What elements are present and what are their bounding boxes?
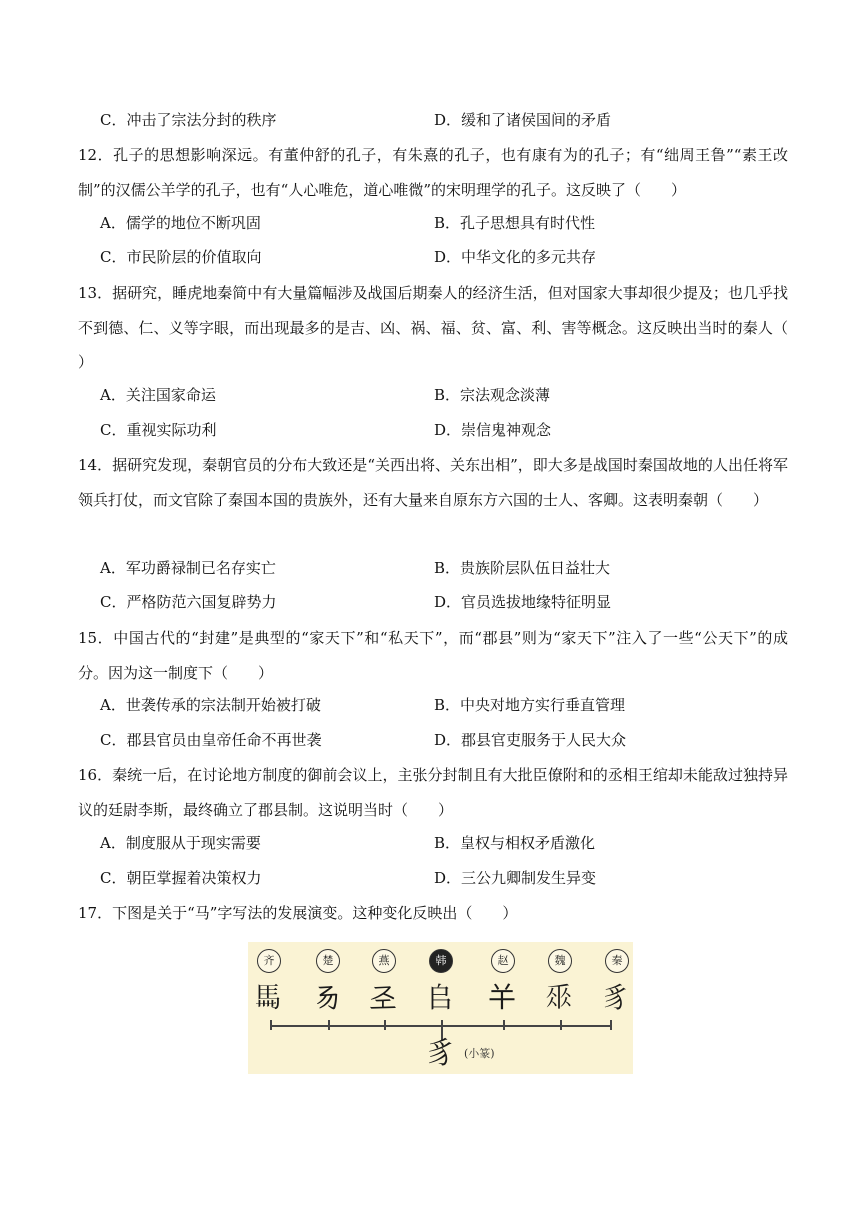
question-14-stem: 14．据研究发现，秦朝官员的分布大致还是“关西出将、关东出相”，即大多是战国时秦国故地的人出任将军领兵打仗，而文官除了秦国本国的贵族外，还有大量来自原东方六国的士人、客卿。这表明秦朝（ ） <box>78 456 788 509</box>
option-d: D．官员选拔地缘特征明显 <box>434 593 612 611</box>
option-a: A．军功爵禄制已名存实亡 <box>100 559 276 577</box>
q12-options-row2 <box>0 245 860 269</box>
question-17-stem: 17．下图是关于“马”字写法的发展演变。这种变化反映出（ ） <box>78 904 518 922</box>
state-badge: 齐 <box>257 949 281 973</box>
xiaozhuan-label: (小篆) <box>464 1047 495 1060</box>
state-badge: 燕 <box>372 949 396 973</box>
ancient-glyph: 豸 <box>601 981 630 1014</box>
timeline-line <box>270 1025 610 1027</box>
option-d: D．郡县官吏服务于人民大众 <box>434 731 627 749</box>
state-badge: 楚 <box>316 949 340 973</box>
q12-options-row1 <box>0 211 860 235</box>
timeline-tick <box>560 1020 562 1030</box>
q11-options <box>0 108 860 132</box>
ancient-glyph: 𠂤 <box>425 981 454 1014</box>
option-b: B．贵族阶层队伍日益壮大 <box>434 559 611 577</box>
option-c: C．重视实际功利 <box>100 421 217 439</box>
option-c: C．郡县官员由皇帝任命不再世袭 <box>100 731 322 749</box>
state-badge: 魏 <box>548 949 572 973</box>
ancient-glyph: 𠃓 <box>312 981 341 1014</box>
option-a: A．儒学的地位不断巩固 <box>100 214 261 232</box>
q16-options-row1 <box>0 831 860 855</box>
ancient-glyph: 𢀖 <box>368 981 397 1014</box>
ancient-glyph: 𠂹 <box>544 981 573 1014</box>
q14-options-row1 <box>0 556 860 580</box>
q15-options-row1 <box>0 693 860 717</box>
timeline-tick <box>328 1020 330 1030</box>
option-a: A．制度服从于现实需要 <box>100 834 261 852</box>
option-a: A．关注国家命运 <box>100 386 216 404</box>
option-a: A．世袭传承的宗法制开始被打破 <box>100 696 321 714</box>
ancient-glyph: 𩡧 <box>253 981 282 1014</box>
q13-options-row2 <box>0 418 860 442</box>
option-c: C．冲击了宗法分封的秩序 <box>100 111 277 129</box>
state-badge: 赵 <box>491 949 515 973</box>
timeline-tick <box>384 1020 386 1030</box>
state-badge: 秦 <box>605 949 629 973</box>
q15-options-row2 <box>0 728 860 752</box>
horse-character-evolution-figure <box>248 942 633 1074</box>
option-c: C．朝臣掌握着决策权力 <box>100 869 262 887</box>
state-badge: 韩 <box>429 949 453 973</box>
q13-options-row1 <box>0 383 860 407</box>
xiaozhuan-glyph: 豸 <box>426 1036 456 1071</box>
q14-options-row2 <box>0 590 860 614</box>
option-b: B．宗法观念淡薄 <box>434 386 551 404</box>
question-16-stem: 16．秦统一后，在讨论地方制度的御前会议上，主张分封制且有大批臣僚附和的丞相王绾却未能敌过独持异议的廷尉李斯，最终确立了郡县制。这说明当时（ ） <box>78 766 788 819</box>
option-d: D．缓和了诸侯国间的矛盾 <box>434 111 612 129</box>
timeline-tick <box>270 1020 272 1030</box>
option-b: B．孔子思想具有时代性 <box>434 214 596 232</box>
question-15-stem: 15．中国古代的“封建”是典型的“家天下”和“私天下”，而“郡县”则为“家天下”注入了一些“公天下”的成分。因为这一制度下（ ） <box>78 629 788 682</box>
option-b: B．中央对地方实行垂直管理 <box>434 696 626 714</box>
q16-options-row2 <box>0 866 860 890</box>
question-13-stem: 13．据研究，睡虎地秦简中有大量篇幅涉及战国后期秦人的经济生活，但对国家大事却很少提及；也几乎找不到德、仁、义等字眼，而出现最多的是吉、凶、祸、福、贫、富、利、害等概念。这反映出当时的秦人（ ） <box>78 284 819 371</box>
option-c: C．市民阶层的价值取向 <box>100 248 262 266</box>
option-b: B．皇权与相权矛盾激化 <box>434 834 596 852</box>
timeline-tick <box>503 1020 505 1030</box>
option-d: D．崇信鬼神观念 <box>434 421 552 439</box>
ancient-glyph: 𢆉 <box>487 981 516 1014</box>
timeline-tick <box>610 1020 612 1030</box>
question-12-stem: 12．孔子的思想影响深远。有董仲舒的孔子，有朱熹的孔子，也有康有为的孔子；有“绌周王鲁”“素王改制”的汉儒公羊学的孔子，也有“人心唯危，道心唯微”的宋明理学的孔子。这反映了（ ） <box>78 146 788 199</box>
option-c: C．严格防范六国复辟势力 <box>100 593 277 611</box>
option-d: D．中华文化的多元共存 <box>434 248 597 266</box>
option-d: D．三公九卿制发生异变 <box>434 869 597 887</box>
